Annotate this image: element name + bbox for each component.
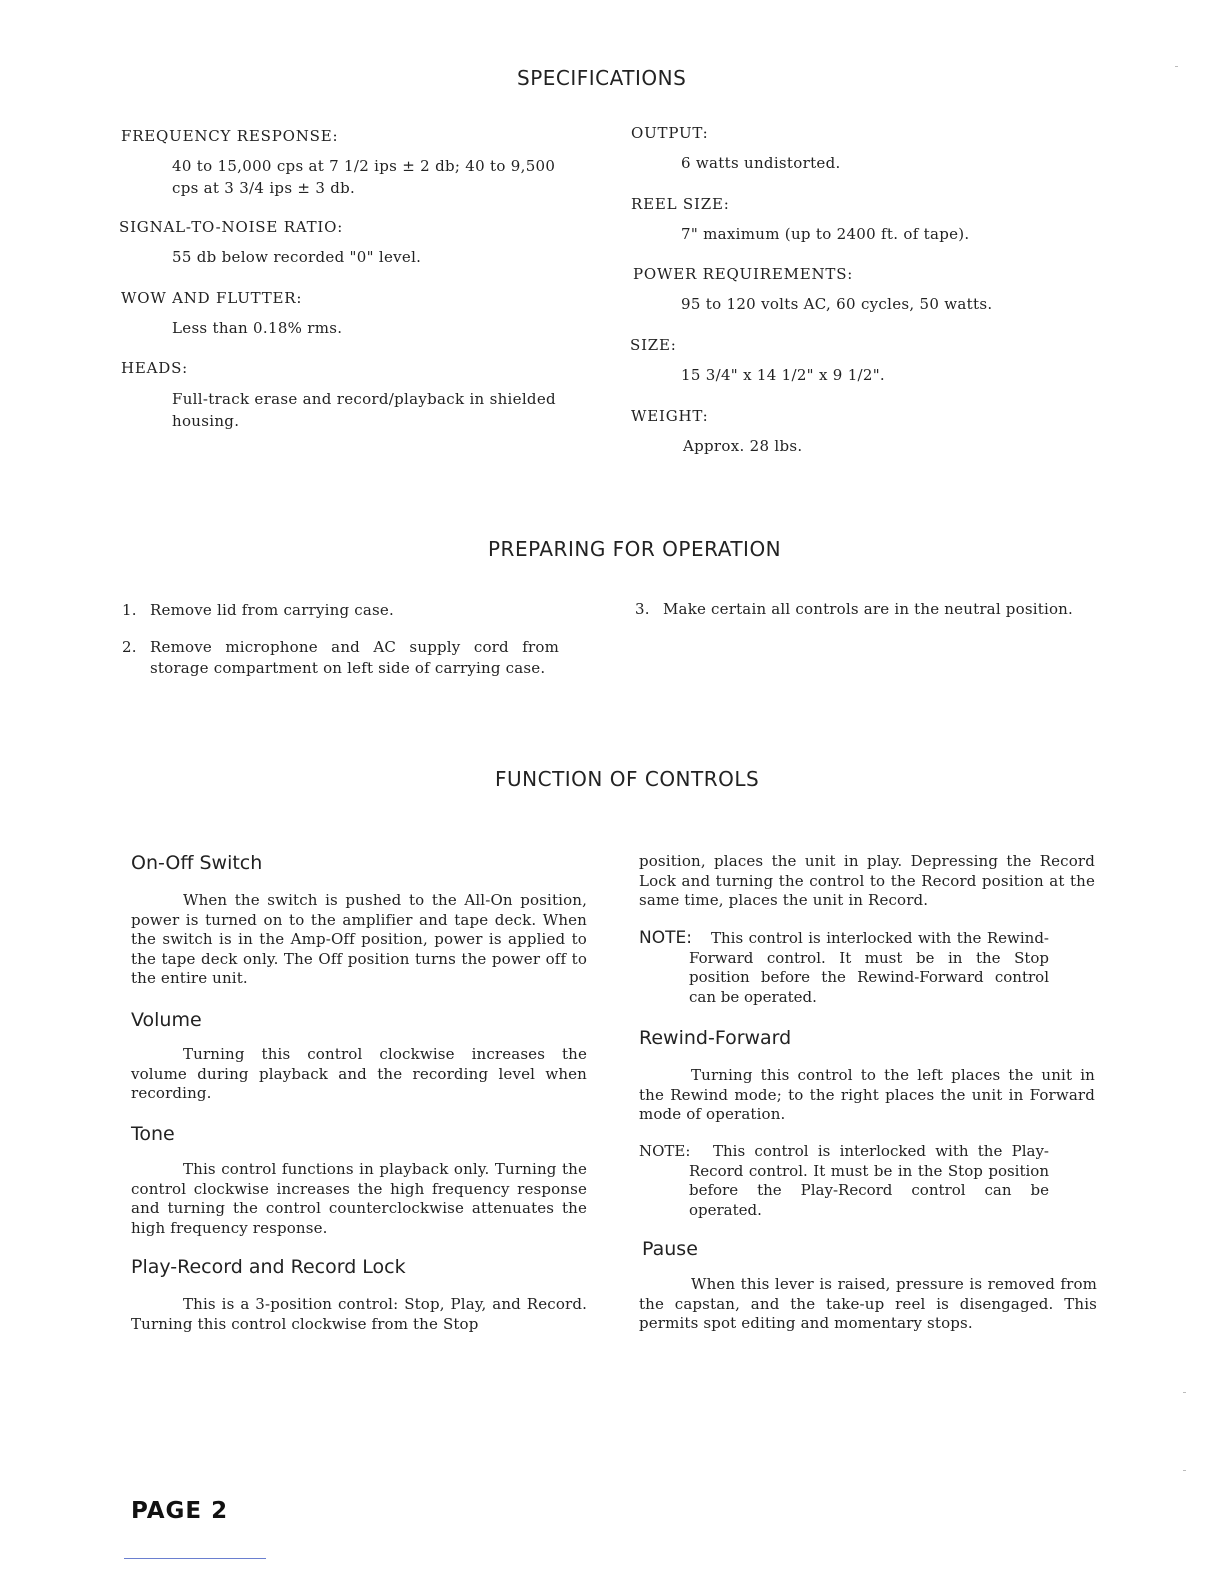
spec-value-signal-to-noise: 55 db below recorded "0" level. (172, 248, 422, 266)
prep-item-2 (122, 637, 559, 703)
text-pause: When this lever is raised, pressure is removed from the capstan, and the take-up reel is disengaged. This permits spot editing and momentary stops. (639, 1275, 1097, 1332)
controls-title: FUNCTION OF CONTROLS (495, 767, 760, 791)
spec-value-power-requirements: 95 to 120 volts AC, 60 cycles, 50 watts. (681, 295, 993, 313)
specifications-title: SPECIFICATIONS (517, 66, 687, 90)
heading-tone: Tone (131, 1123, 175, 1145)
scan-mark (1183, 1470, 1186, 1471)
text-rewind-forward: Turning this control to the left places the unit in the Rewind mode; to the right places the unit in Forward mode of operation. (639, 1066, 1095, 1123)
text-play-record-continued: position, places the unit in play. Depressing the Record Lock and turning the control to the Record position at the same time, places the unit in Record. (639, 852, 1095, 909)
spec-value-wow-flutter: Less than 0.18% rms. (172, 319, 343, 337)
note-play-record (639, 929, 1049, 1009)
spec-value-reel-size: 7" maximum (up to 2400 ft. of tape). (681, 225, 970, 243)
prep-item-number: 3. (635, 600, 650, 618)
page-number: PAGE 2 (131, 1498, 229, 1524)
spec-label-output: OUTPUT: (631, 124, 709, 142)
spec-label-reel-size: REEL SIZE: (631, 195, 730, 213)
note-label: NOTE: (639, 1142, 691, 1160)
prep-item-text: Remove lid from carrying case. (150, 601, 394, 619)
heading-rewind-forward: Rewind-Forward (639, 1027, 792, 1049)
text-play-record: This is a 3-position control: Stop, Play, and Record. Turning this control clockwise from the Stop (131, 1295, 587, 1333)
scan-mark (1183, 1392, 1186, 1393)
spec-value-weight: Approx. 28 lbs. (683, 437, 803, 455)
heading-play-record: Play-Record and Record Lock (131, 1256, 406, 1278)
spec-label-heads: HEADS: (121, 359, 189, 377)
spec-value-frequency-response: 40 to 15,000 cps at 7 1/2 ips ± 2 db; 40 to 9,500 cps at 3 3/4 ips ± 3 db. (172, 157, 556, 197)
prep-item-number: 1. (122, 601, 137, 619)
heading-pause: Pause (642, 1238, 698, 1260)
note-text: This control is interlocked with the Rewind-Forward control. It must be in the Stop position before the Rewind-Forward control can be operated. (689, 929, 1049, 1006)
text-tone: This control functions in playback only. Turning the control clockwise increases the high frequency response and turning the control counterclockwise attenuates the high frequency response. (131, 1160, 587, 1237)
spec-label-weight: WEIGHT: (631, 407, 709, 425)
heading-on-off-switch: On-Off Switch (131, 852, 263, 874)
spec-label-signal-to-noise: SIGNAL-TO-NOISE RATIO: (119, 218, 344, 236)
prep-item-3 (635, 599, 1080, 643)
scan-mark (1175, 66, 1178, 67)
note-label: NOTE: (639, 928, 692, 948)
footer-rule (124, 1558, 266, 1559)
spec-value-heads: Full-track erase and record/playback in shielded housing. (172, 390, 556, 430)
heading-volume: Volume (131, 1009, 202, 1031)
prep-item-1 (122, 600, 562, 624)
text-volume: Turning this control clockwise increases the volume during playback and the recording level when recording. (131, 1045, 587, 1102)
preparing-title: PREPARING FOR OPERATION (488, 537, 782, 561)
spec-label-wow-flutter: WOW AND FLUTTER: (121, 289, 303, 307)
note-rewind-forward (639, 1142, 1049, 1222)
note-text: This control is interlocked with the Play-Record control. It must be in the Stop position before the Play-Record control can be operated. (689, 1142, 1049, 1219)
spec-label-frequency-response: FREQUENCY RESPONSE: (121, 127, 339, 145)
spec-label-size: SIZE: (630, 336, 677, 354)
spec-value-output: 6 watts undistorted. (681, 154, 841, 172)
prep-item-number: 2. (122, 638, 137, 656)
prep-item-text: Make certain all controls are in the neutral position. (663, 600, 1074, 618)
prep-item-text: Remove microphone and AC supply cord from storage compartment on left side of carrying case. (150, 638, 559, 677)
text-on-off-switch: When the switch is pushed to the All-On position, power is turned on to the amplifier and tape deck. When the switch is in the Amp-Off position, power is applied to the tape deck only. The Off position turns the power off to the entire unit. (131, 891, 587, 987)
spec-value-size: 15 3/4" x 14 1/2" x 9 1/2". (681, 366, 886, 384)
spec-label-power-requirements: POWER REQUIREMENTS: (633, 265, 854, 283)
